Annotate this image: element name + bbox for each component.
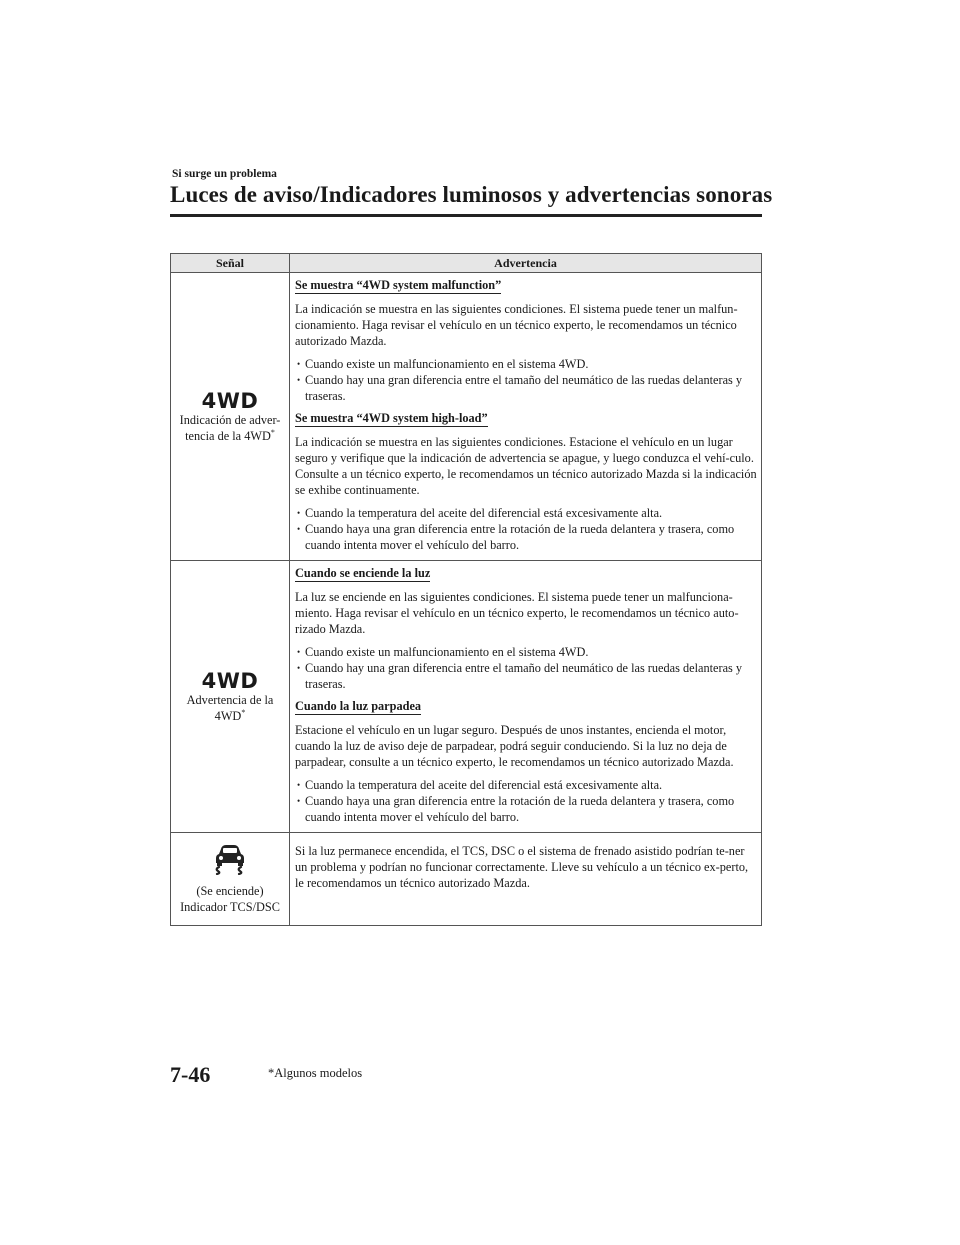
list-item: • Cuando haya una gran diferencia entre la rotación de la rueda delantera y trasera, como cuando intenta mover el vehículo del barro. bbox=[295, 521, 757, 553]
bullet-list bbox=[295, 777, 757, 825]
warning-cell bbox=[290, 273, 762, 561]
list-item: • Cuando la temperatura del aceite del diferencial está excesivamente alta. bbox=[295, 777, 757, 793]
page-number: 7-46 bbox=[170, 1062, 211, 1087]
table-row bbox=[171, 561, 762, 833]
condition-heading: Cuando la luz parpadea bbox=[295, 699, 422, 713]
list-item: • Cuando existe un malfuncionamiento en el sistema 4WD. bbox=[295, 356, 757, 372]
column-header-signal: Señal bbox=[171, 254, 290, 273]
signal-cell bbox=[171, 561, 290, 833]
signal-cell bbox=[171, 833, 290, 926]
column-header-warning: Advertencia bbox=[290, 254, 762, 273]
warning-cell bbox=[290, 833, 762, 926]
page-title: Luces de aviso/Indicadores luminosos y advertencias sonoras bbox=[170, 182, 773, 207]
condition-heading: Cuando se enciende la luz bbox=[295, 566, 431, 580]
paragraph: La indicación se muestra en las siguientes condiciones. El sistema puede tener un malfun-cionamiento. Haga revisar el vehículo en un técnico experto, le recomendamos un técnico autorizado Mazda. bbox=[295, 302, 738, 348]
signal-state: (Se enciende) bbox=[196, 884, 264, 898]
list-item: • Cuando haya una gran diferencia entre la rotación de la rueda delantera y trasera, como cuando intenta mover el vehículo del barro. bbox=[295, 793, 757, 825]
bullet-list bbox=[295, 356, 757, 404]
section-label: Si surge un problema bbox=[172, 168, 277, 180]
paragraph: Si la luz permanece encendida, el TCS, DSC o el sistema de frenado asistido podrían te-ner un problema y podrían no funcionar correctamente. Lleve su vehículo a un técnico ex-perto, le recomendamos un técnico autorizado Mazda. bbox=[295, 844, 749, 890]
signal-label: Indicador TCS/DSC bbox=[180, 900, 280, 914]
footnote-mark: * bbox=[270, 427, 275, 437]
signal-cell bbox=[171, 273, 290, 561]
signal-label: Indicación de adver-tencia de la 4WD bbox=[179, 412, 281, 443]
signal-label: Advertencia de la 4WD bbox=[186, 692, 274, 723]
condition-heading: Se muestra “4WD system malfunction” bbox=[295, 278, 502, 292]
paragraph: La indicación se muestra en las siguientes condiciones. Estacione el vehículo en un lugar seguro y verifique que la indicación de advertencia se apague, y luego conduzca el vehí-culo. Consulte a un técnico experto, le recomendamos un técnico autorizado Mazda si la indicación se exhibe continuamente. bbox=[295, 435, 757, 497]
condition-heading: Se muestra “4WD system high-load” bbox=[295, 411, 488, 425]
bullet-list bbox=[295, 505, 757, 553]
title-divider bbox=[170, 214, 762, 217]
footnote-mark: * bbox=[241, 707, 246, 717]
table-row bbox=[171, 833, 762, 926]
skidding-car-icon bbox=[210, 843, 250, 875]
list-item: • Cuando existe un malfuncionamiento en el sistema 4WD. bbox=[295, 644, 757, 660]
4wd-warning-icon: 4WD bbox=[201, 388, 259, 413]
list-item: • Cuando hay una gran diferencia entre el tamaño del neumático de las ruedas delanteras y traseras. bbox=[295, 372, 757, 404]
table-header-row bbox=[171, 254, 762, 273]
warning-table bbox=[170, 253, 762, 926]
4wd-warning-icon: 4WD bbox=[201, 668, 259, 693]
list-item: • Cuando hay una gran diferencia entre el tamaño del neumático de las ruedas delanteras y traseras. bbox=[295, 660, 757, 692]
list-item: • Cuando la temperatura del aceite del diferencial está excesivamente alta. bbox=[295, 505, 757, 521]
warning-cell bbox=[290, 561, 762, 833]
footnote: *Algunos modelos bbox=[268, 1066, 363, 1080]
paragraph: Estacione el vehículo en un lugar seguro. Después de unos instantes, encienda el motor, cuando la luz de aviso deje de parpadear, podrá seguir conduciendo. Si la luz no deja de parpadear, consulte a un técnico experto, le recomendamos un técnico autorizado Mazda. bbox=[295, 723, 734, 769]
bullet-list bbox=[295, 644, 757, 692]
paragraph: La luz se enciende en las siguientes condiciones. El sistema puede tener un malfunciona-miento. Haga revisar el vehículo en un técnico experto, le recomendamos un técnico auto-rizado Mazda. bbox=[295, 590, 739, 636]
table-row bbox=[171, 273, 762, 561]
